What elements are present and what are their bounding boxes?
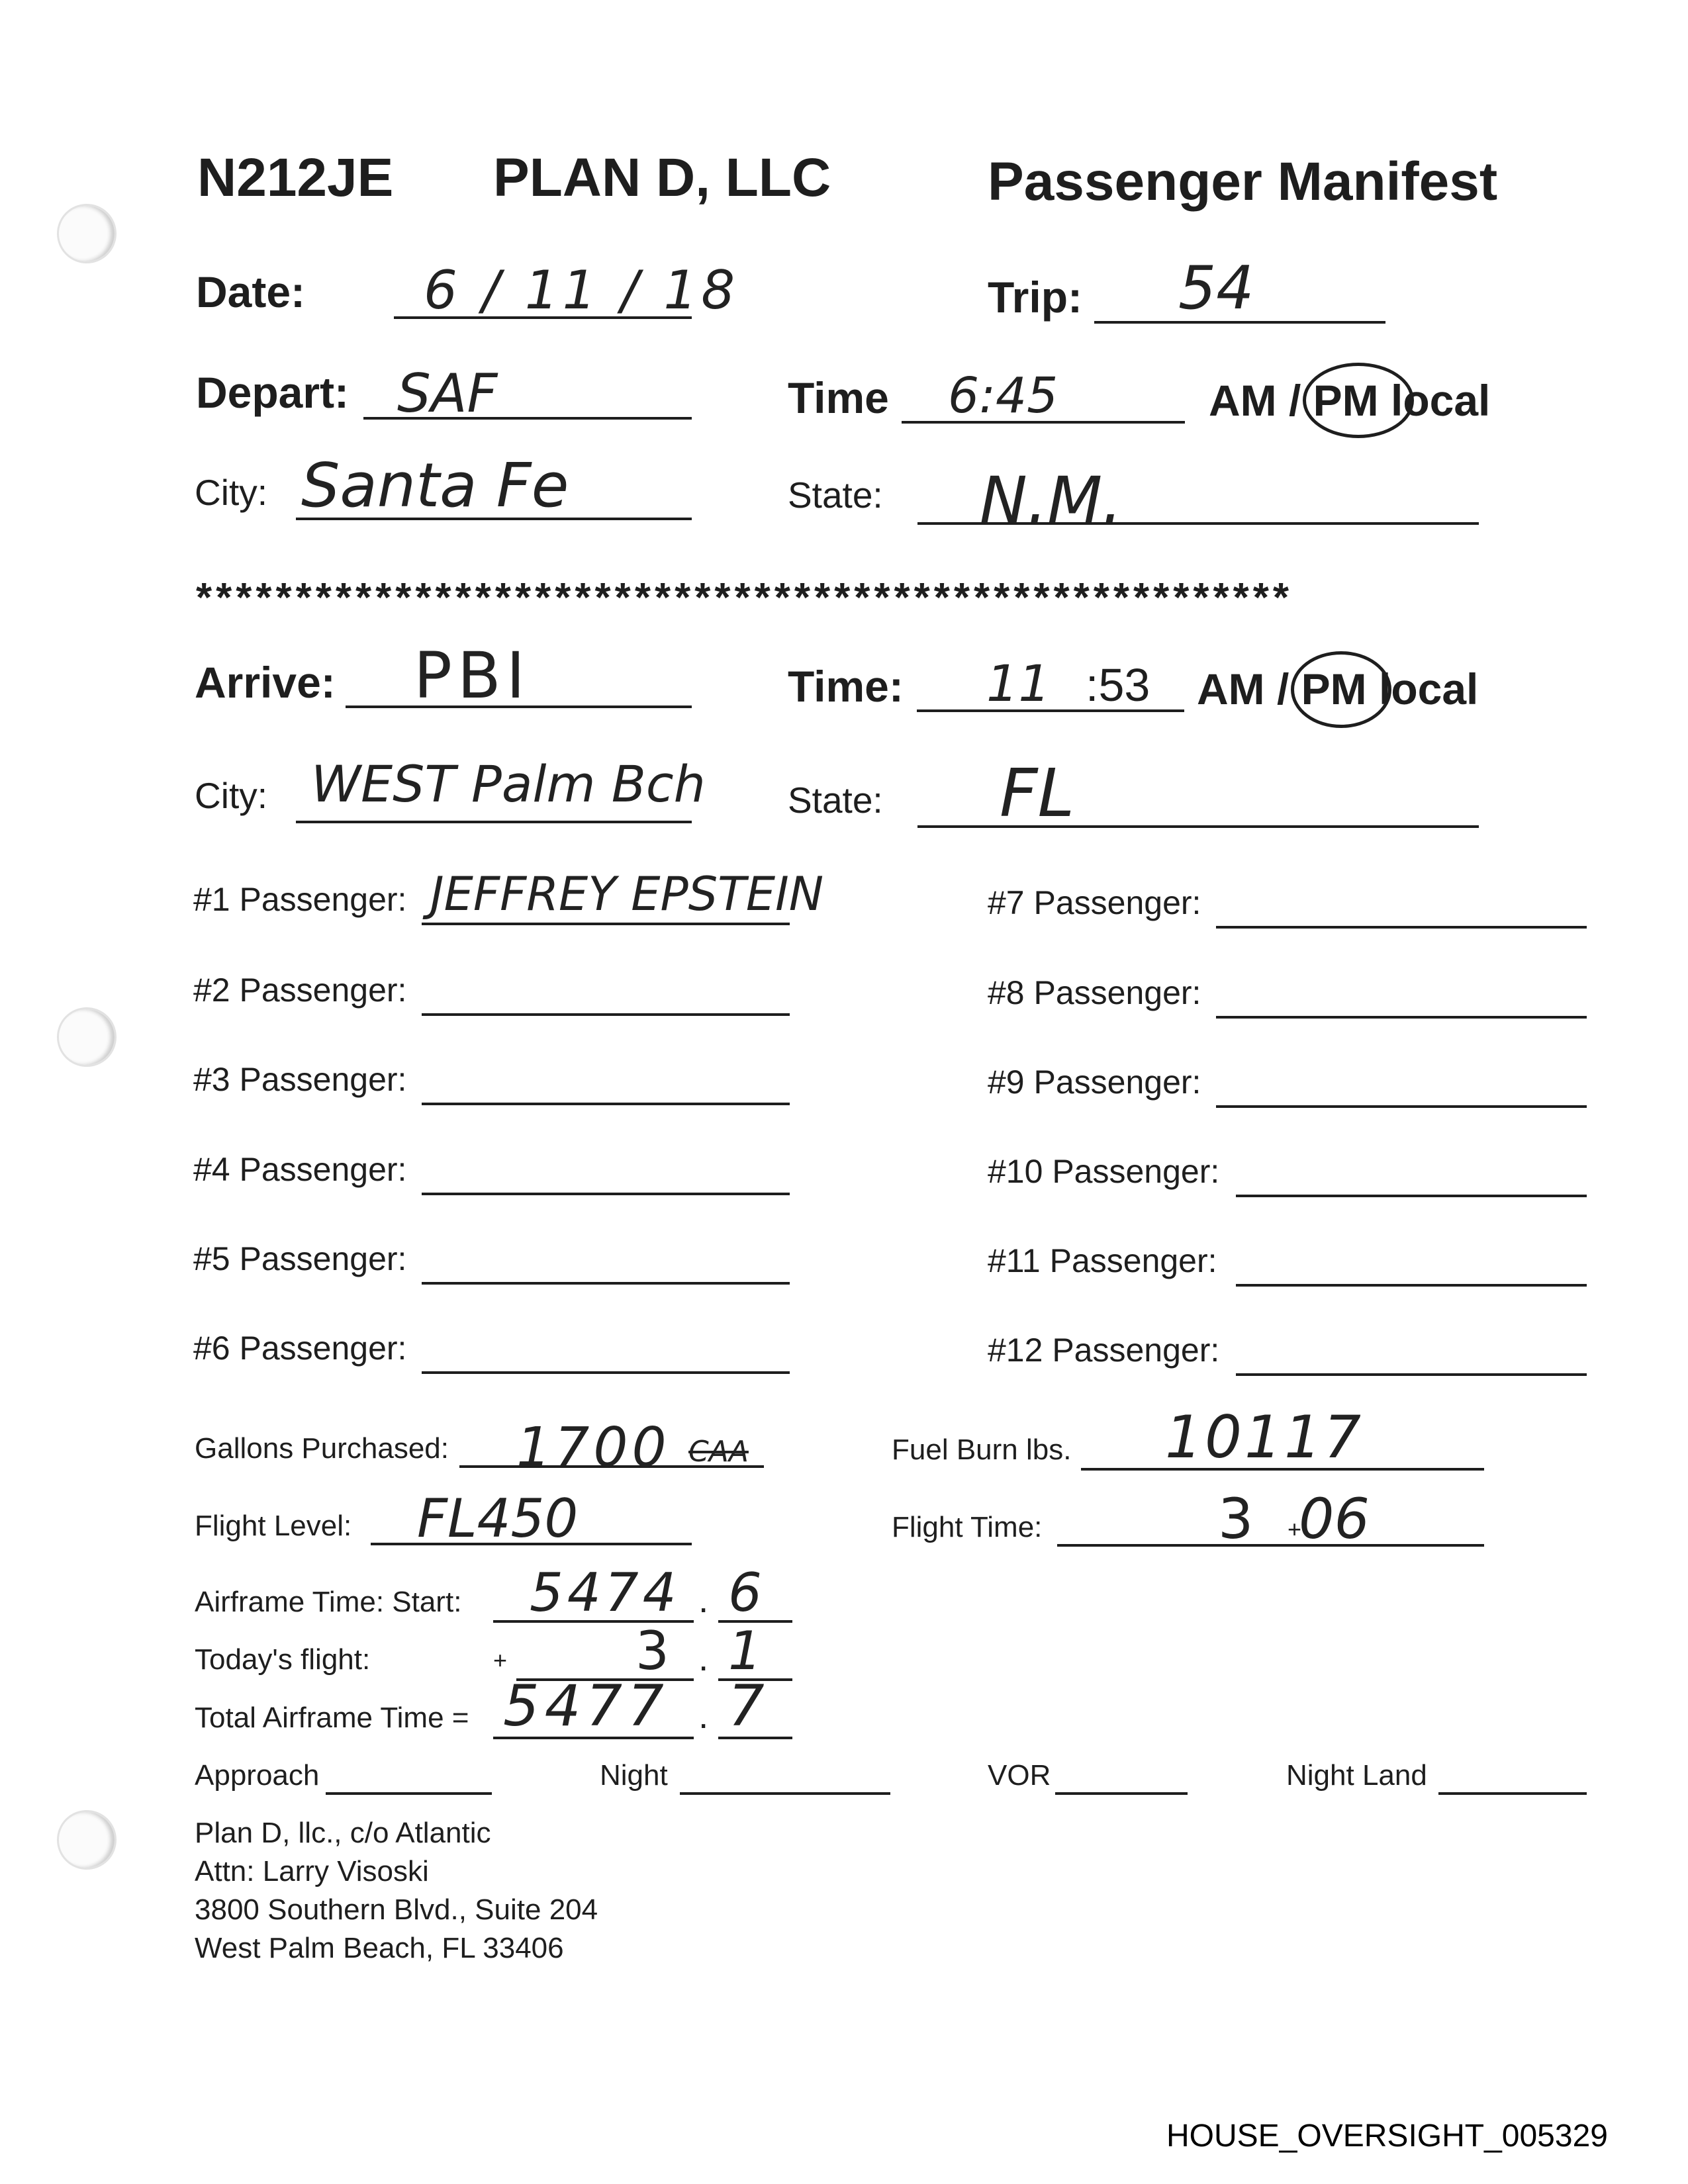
arrive-time-hour: 11 [986,654,1051,713]
passenger-11-line[interactable] [1236,1284,1587,1287]
passenger-8-label: #8 Passenger: [988,974,1201,1011]
separator-asterisks: ******************************************************* [196,575,1293,621]
flight-level-label: Flight Level: [195,1510,352,1542]
passenger-5-line[interactable] [422,1282,790,1285]
arrive-city-value: WEST Palm Bch [311,754,706,813]
depart-ampm: AM / PM local [1209,376,1491,425]
trip-value: 54 [1178,253,1254,323]
todays-flight-plus: + [493,1647,508,1674]
date-value: 6 / 11 / 18 [424,259,739,321]
arrive-ampm: AM / PM local [1197,664,1479,713]
todays-flight-dot: . [698,1637,709,1678]
passenger-8-line[interactable] [1216,1016,1587,1019]
vor-line[interactable] [1055,1792,1188,1795]
passenger-1-label: #1 Passenger: [193,881,407,918]
depart-city-label: City: [195,472,267,513]
approach-line[interactable] [326,1792,492,1795]
todays-flight-label: Today's flight: [195,1643,371,1676]
address-line-2: Attn: Larry Visoski [195,1855,429,1888]
vor-label: VOR [988,1759,1051,1792]
depart-label: Depart: [196,368,350,417]
flight-time-hours: 3 [1218,1486,1254,1551]
gallons-struck-unit: CAA [688,1435,749,1469]
arrive-label: Arrive: [195,658,336,707]
arrive-time-minutes: :53 [1086,659,1150,711]
address-line-3: 3800 Southern Blvd., Suite 204 [195,1893,598,1926]
todays-flight-whole: 3 [635,1620,669,1682]
passenger-7-line[interactable] [1216,926,1587,929]
airframe-start-dec: 6 [728,1562,762,1623]
binder-hole-top [57,204,117,263]
flight-time-line [1057,1544,1484,1547]
passenger-10-line[interactable] [1236,1195,1587,1197]
total-airframe-dot: . [698,1695,709,1736]
flight-time-label: Flight Time: [892,1511,1043,1543]
passenger-10-label: #10 Passenger: [988,1153,1220,1190]
depart-time-value: 6:45 [948,367,1058,424]
passenger-11-label: #11 Passenger: [988,1242,1217,1279]
passenger-1-line[interactable] [422,923,790,925]
depart-value: SAF [397,363,498,424]
arrive-value: PBI [414,639,531,713]
passenger-4-line[interactable] [422,1193,790,1195]
passenger-9-line[interactable] [1216,1105,1587,1108]
night-line[interactable] [680,1792,890,1795]
gallons-label: Gallons Purchased: [195,1432,449,1465]
address-line-1: Plan D, llc., c/o Atlantic [195,1817,491,1849]
gallons-value: 1700 [516,1416,671,1479]
total-airframe-dec: 7 [728,1673,765,1739]
arrive-state-label: State: [788,780,883,821]
tail-number: N212JE [197,148,394,208]
passenger-2-label: #2 Passenger: [193,972,407,1009]
flight-time-plus: + [1288,1516,1302,1543]
arrive-pm-circle [1291,651,1391,728]
passenger-4-label: #4 Passenger: [193,1151,407,1188]
depart-pm-circle [1303,363,1414,438]
passenger-12-line[interactable] [1236,1373,1587,1376]
passenger-9-label: #9 Passenger: [988,1064,1201,1101]
arrive-state-value: FL [1000,754,1075,832]
flight-level-value: FL450 [417,1488,579,1549]
page-title: Passenger Manifest [988,152,1498,212]
passenger-6-label: #6 Passenger: [193,1330,407,1367]
date-label: Date: [196,267,306,316]
fuel-burn-value: 10117 [1165,1403,1364,1471]
arrive-time-label: Time: [788,662,904,711]
depart-state-label: State: [788,475,883,516]
total-airframe-whole: 5477 [503,1673,669,1739]
airframe-start-label: Airframe Time: Start: [195,1586,462,1618]
approach-label: Approach [195,1759,320,1792]
passenger-6-line[interactable] [422,1371,790,1374]
passenger-12-label: #12 Passenger: [988,1332,1220,1369]
bates-stamp: HOUSE_OVERSIGHT_005329 [1166,2118,1608,2154]
night-label: Night [600,1759,668,1792]
trip-label: Trip: [988,273,1082,322]
passenger-7-label: #7 Passenger: [988,884,1201,921]
night-land-label: Night Land [1286,1759,1427,1792]
address-line-4: West Palm Beach, FL 33406 [195,1932,564,1964]
night-land-line[interactable] [1438,1792,1587,1795]
arrive-city-line [296,821,692,823]
airframe-start-dot: . [698,1579,709,1620]
total-airframe-label: Total Airframe Time = [195,1702,469,1734]
depart-time-label: Time [788,373,889,422]
airframe-start-whole: 5474 [530,1562,680,1623]
flight-time-minutes: 06 [1299,1486,1370,1551]
todays-flight-dec: 1 [728,1620,762,1682]
passenger-1-value: JEFFREY EPSTEIN [430,867,824,921]
depart-state-value: N.M. [980,463,1123,537]
binder-hole-bottom [57,1810,117,1870]
passenger-2-line[interactable] [422,1013,790,1016]
arrive-city-label: City: [195,775,267,816]
fuel-burn-label: Fuel Burn lbs. [892,1433,1072,1466]
address-block [195,1814,598,1968]
passenger-5-label: #5 Passenger: [193,1240,407,1277]
binder-hole-middle [57,1007,117,1067]
company-name: PLAN D, LLC [493,148,831,208]
passenger-3-label: #3 Passenger: [193,1061,407,1098]
depart-city-value: Santa Fe [301,450,569,521]
passenger-3-line[interactable] [422,1103,790,1105]
